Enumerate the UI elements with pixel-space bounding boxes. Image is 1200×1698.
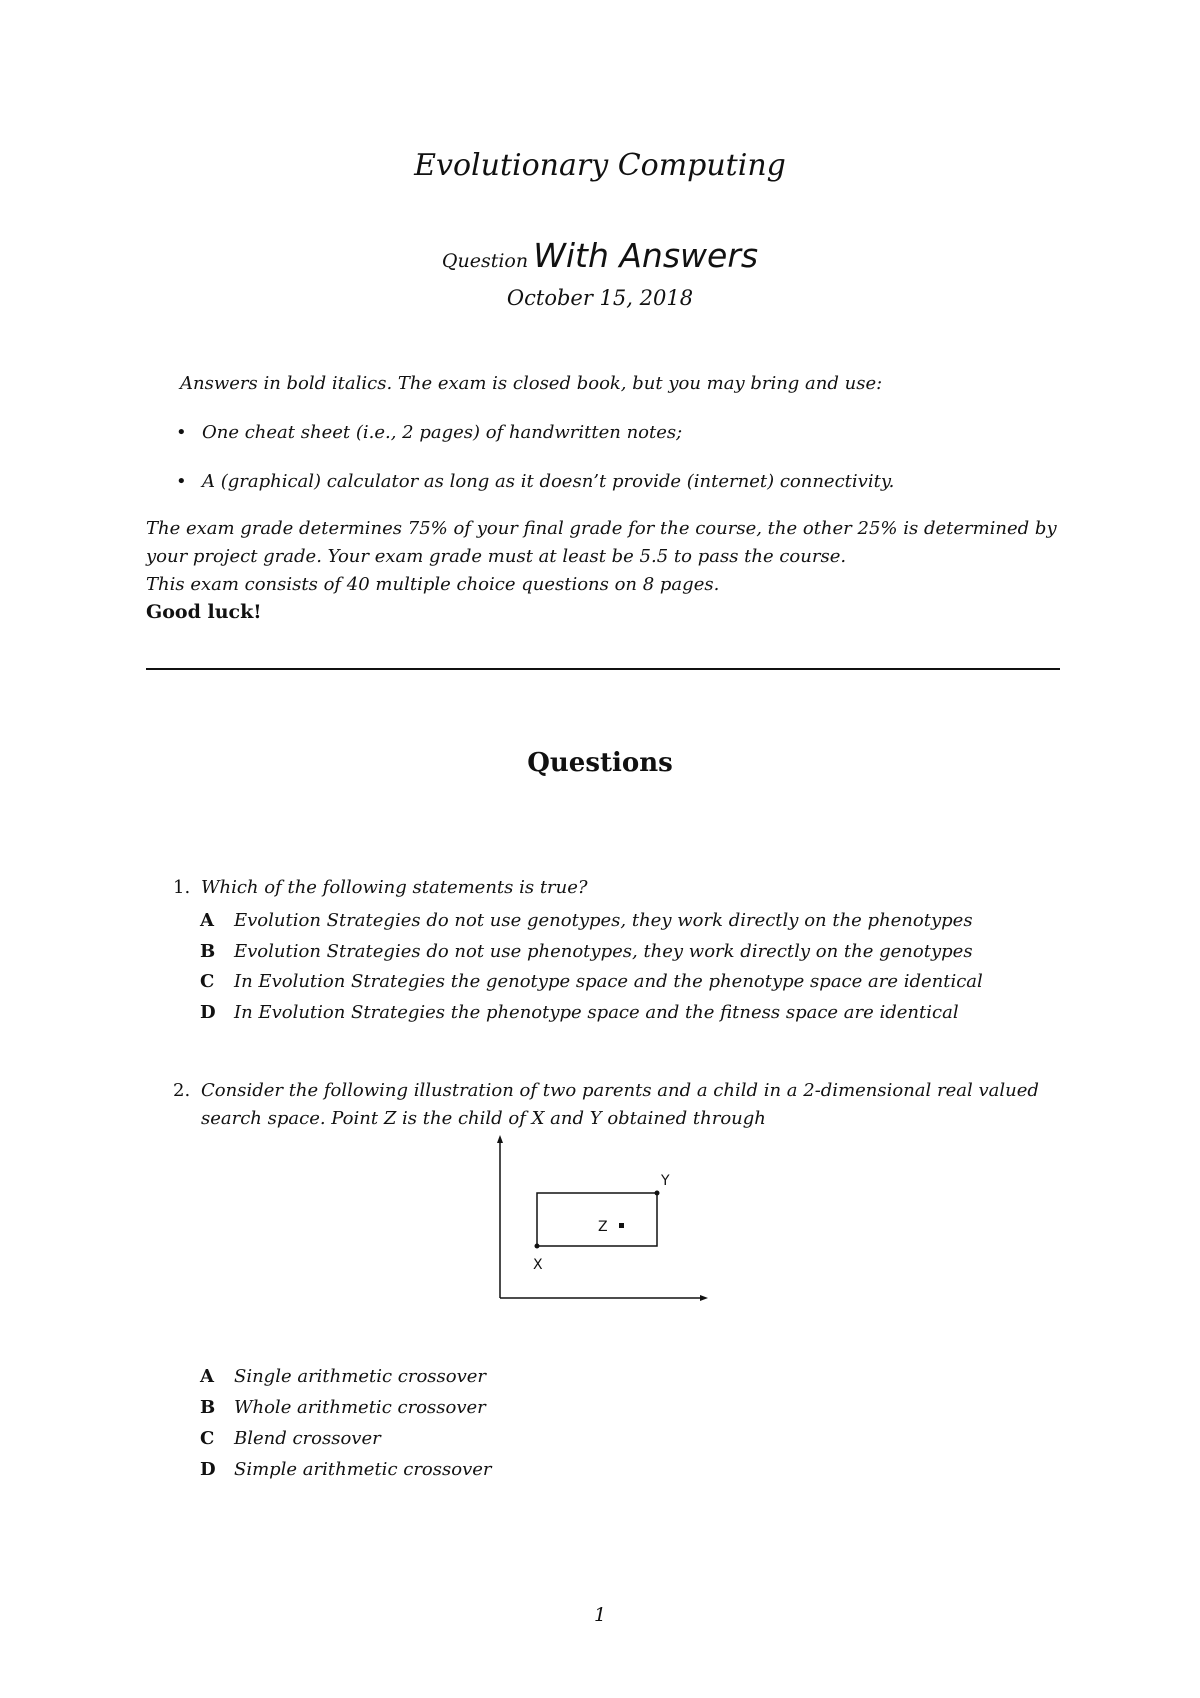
question-1-option-c — [200, 971, 983, 992]
option-letter: A — [200, 1366, 214, 1387]
y-axis-arrow — [497, 1135, 503, 1143]
question-1-option-b — [200, 941, 973, 962]
horizontal-rule — [146, 668, 1060, 670]
bullet-item — [176, 422, 682, 443]
option-text: Evolution Strategies do not use genotypes, they work directly on the phenotypes — [234, 910, 973, 931]
bullet-item — [176, 471, 894, 492]
paragraph-line: The exam grade determines 75% of your final grade for the course, the other 25% is determined by — [146, 518, 1057, 539]
question-2 — [173, 1080, 1039, 1101]
intro-text: Answers in bold italics. The exam is closed book, but you may bring and use: — [180, 373, 883, 394]
crossover-figure — [490, 1135, 715, 1305]
x-axis-arrow — [700, 1295, 708, 1301]
point-y — [655, 1191, 660, 1196]
question-text: Which of the following statements is true? — [201, 877, 588, 898]
question-2-option-b — [200, 1397, 486, 1418]
option-letter: B — [200, 941, 216, 962]
option-text: Simple arithmetic crossover — [234, 1459, 492, 1480]
option-letter: D — [200, 1002, 216, 1023]
page-number: 1 — [593, 1604, 607, 1626]
option-text: Evolution Strategies do not use phenotypes, they work directly on the genotypes — [234, 941, 973, 962]
option-text: Whole arithmetic crossover — [234, 1397, 486, 1418]
label-y: Y — [661, 1173, 670, 1189]
paragraph-line: This exam consists of 40 multiple choice questions on 8 pages. — [146, 574, 720, 595]
document-title: Evolutionary Computing — [414, 148, 786, 183]
option-letter: B — [200, 1397, 216, 1418]
question-text: Consider the following illustration of two parents and a child in a 2-dimensional real valued — [201, 1080, 1039, 1101]
exam-date: October 15, 2018 — [506, 286, 694, 310]
label-z: Z — [598, 1219, 608, 1235]
question-1 — [173, 877, 588, 898]
option-text: Blend crossover — [234, 1428, 381, 1449]
good-luck-text: Good luck! — [146, 601, 262, 623]
bullet-text: A (graphical) calculator as long as it doesn’t provide (internet) connectivity. — [202, 471, 895, 492]
question-number: 2. — [173, 1080, 191, 1101]
point-z — [619, 1223, 624, 1228]
document-subtitle — [0, 236, 1200, 275]
question-2-line-2: search space. Point Z is the child of X and Y obtained through — [201, 1108, 766, 1129]
option-letter: C — [200, 1428, 215, 1449]
subtitle-main: With Answers — [533, 236, 759, 275]
bullet-dot: • — [176, 422, 187, 443]
label-x: X — [533, 1257, 543, 1273]
point-x — [535, 1244, 540, 1249]
bullet-text: One cheat sheet (i.e., 2 pages) of handwritten notes; — [202, 422, 683, 443]
question-2-option-a — [200, 1366, 486, 1387]
question-number: 1. — [173, 877, 191, 898]
section-title: Questions — [527, 748, 673, 778]
subtitle-prefix: Question — [441, 250, 529, 272]
question-1-option-a — [200, 910, 973, 931]
option-text: In Evolution Strategies the genotype space and the phenotype space are identical — [234, 971, 983, 992]
question-1-option-d — [200, 1002, 959, 1023]
option-letter: C — [200, 971, 215, 992]
parent-box — [537, 1193, 657, 1246]
option-text: Single arithmetic crossover — [234, 1366, 487, 1387]
option-text: In Evolution Strategies the phenotype space and the fitness space are identical — [234, 1002, 959, 1023]
option-letter: A — [200, 910, 214, 931]
question-2-option-c — [200, 1428, 381, 1449]
question-2-option-d — [200, 1459, 492, 1480]
paragraph-line: your project grade. Your exam grade must at least be 5.5 to pass the course. — [146, 546, 847, 567]
bullet-dot: • — [176, 471, 187, 492]
option-letter: D — [200, 1459, 216, 1480]
